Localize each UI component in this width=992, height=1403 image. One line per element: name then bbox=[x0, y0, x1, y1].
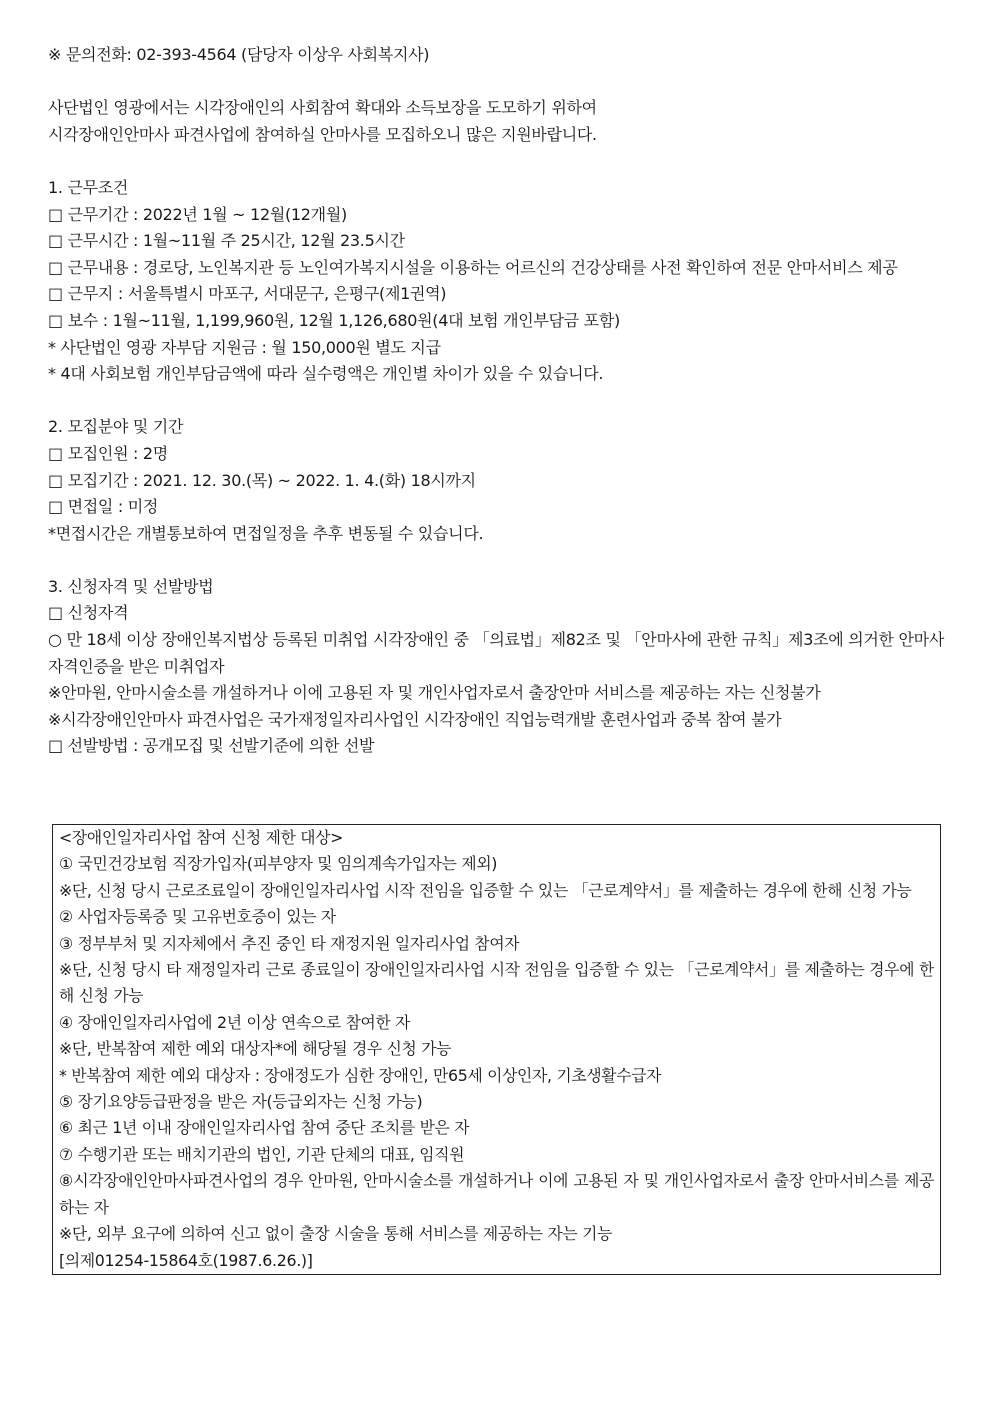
section-heading-recruitment: 2. 모집분야 및 기간 bbox=[48, 417, 184, 437]
list-item: □ 모집인원 : 2명 bbox=[48, 443, 168, 463]
list-item: ※단, 외부 요구에 의하여 신고 없이 출장 시술을 통해 서비스를 제공하는 자는 기능 bbox=[59, 1224, 613, 1244]
restriction-box-title: <장애인일자리사업 참여 신청 제한 대상> bbox=[59, 828, 344, 847]
list-item: □ 모집기간 : 2021. 12. 30.(목) ~ 2022. 1. 4.(화) 18시까지 bbox=[48, 470, 476, 490]
list-item: ① 국민건강보험 직장가입자(피부양자 및 임의계속가입자는 제외) bbox=[59, 854, 498, 874]
list-item: * 사단법인 영광 자부담 지원금 : 월 150,000원 별도 지급 bbox=[48, 337, 441, 357]
list-item: ※단, 신청 당시 근로조료일이 장애인일자리사업 시작 전임을 입증할 수 있는 「근로계약서」를 제출하는 경우에 한해 신청 가능 bbox=[59, 880, 912, 900]
list-item: ⑦ 수행기관 또는 배치기관의 법인, 기관 단체의 대표, 임직원 bbox=[59, 1144, 465, 1164]
list-item: ※단, 신청 당시 타 재정일자리 근로 종료일이 장애인일자리사업 시작 전임을 입증할 수 있는 「근로계약서」를 제출하는 경우에 한해 신청 가능 bbox=[59, 960, 934, 1006]
list-item: □ 보수 : 1월~11월, 1,199,960원, 12월 1,126,680원(4대 보험 개인부담금 포함) bbox=[48, 310, 620, 330]
list-item: * 4대 사회보험 개인부담금액에 따라 실수령액은 개인별 차이가 있을 수 있습니다. bbox=[48, 364, 604, 384]
list-item: □ 선발방법 : 공개모집 및 선발기준에 의한 선발 bbox=[48, 736, 375, 756]
intro-line: 사단법인 영광에서는 시각장애인의 사회참여 확대와 소득보장을 도모하기 위하여 bbox=[48, 98, 597, 118]
list-item: * 반복참여 제한 예외 대상자 : 장애정도가 심한 장애인, 만65세 이상인자, 기초생활수급자 bbox=[59, 1065, 662, 1085]
list-item: □ 근무시간 : 1월~11월 주 25시간, 12월 23.5시간 bbox=[48, 231, 405, 251]
restriction-box bbox=[52, 824, 941, 1275]
list-item: □ 근무지 : 서울특별시 마포구, 서대문구, 은평구(제1권역) bbox=[48, 284, 447, 304]
list-item: ※안마원, 안마시술소를 개설하거나 이에 고용된 자 및 개인사업자로서 출장안마 서비스를 제공하는 자는 신청불가 bbox=[48, 683, 821, 703]
list-item: ⑥ 최근 1년 이내 장애인일자리사업 참여 중단 조치를 받은 자 bbox=[59, 1118, 470, 1138]
citation: [의제01254-15864호(1987.6.26.)] bbox=[59, 1250, 313, 1270]
list-item: □ 면접일 : 미정 bbox=[48, 497, 159, 517]
list-item: □ 신청자격 bbox=[48, 603, 129, 623]
list-item: ④ 장애인일자리사업에 2년 이상 연속으로 참여한 자 bbox=[59, 1012, 411, 1032]
list-item: □ 근무내용 : 경로당, 노인복지관 등 노인여가복지시설을 이용하는 어르신의 건강상태를 사전 확인하여 전문 안마서비스 제공 bbox=[48, 257, 898, 277]
list-item: ⑤ 장기요양등급판정을 받은 자(등급외자는 신청 가능) bbox=[59, 1092, 423, 1112]
list-item: ※시각장애인안마사 파견사업은 국가재정일자리사업인 시각장애인 직업능력개발 훈련사업과 중복 참여 불가 bbox=[48, 709, 782, 729]
list-item: □ 근무기간 : 2022년 1월 ~ 12월(12개월) bbox=[48, 204, 347, 224]
list-item: ③ 정부부처 및 지자체에서 추진 중인 타 재정지원 일자리사업 참여자 bbox=[59, 933, 520, 953]
intro-line: 시각장애인안마사 파견사업에 참여하실 안마사를 모집하오니 많은 지원바랍니다. bbox=[48, 124, 597, 144]
section-heading-eligibility: 3. 신청자격 및 선발방법 bbox=[48, 576, 214, 596]
list-item: ○ 만 18세 이상 장애인복지법상 등록된 미취업 시각장애인 중 「의료법」제82조 및 「안마사에 관한 규칙」제3조에 의거한 안마사 자격인증을 받은 미취업자 bbox=[48, 630, 949, 676]
section-heading-work-conditions: 1. 근무조건 bbox=[48, 177, 129, 197]
list-item: *면접시간은 개별통보하여 면접일정을 추후 변동될 수 있습니다. bbox=[48, 523, 484, 543]
document-body bbox=[48, 42, 949, 760]
contact-info: ※ 문의전화: 02-393-4564 (담당자 이상우 사회복지사) bbox=[48, 45, 430, 64]
list-item: ⑧시각장애인안마사파견사업의 경우 안마원, 안마시술소를 개설하거나 이에 고용된 자 및 개인사업자로서 출장 안마서비스를 제공하는 자 bbox=[59, 1171, 934, 1217]
list-item: ② 사업자등록증 및 고유번호증이 있는 자 bbox=[59, 907, 336, 927]
list-item: ※단, 반복참여 제한 예외 대상자*에 해당될 경우 신청 가능 bbox=[59, 1039, 452, 1059]
